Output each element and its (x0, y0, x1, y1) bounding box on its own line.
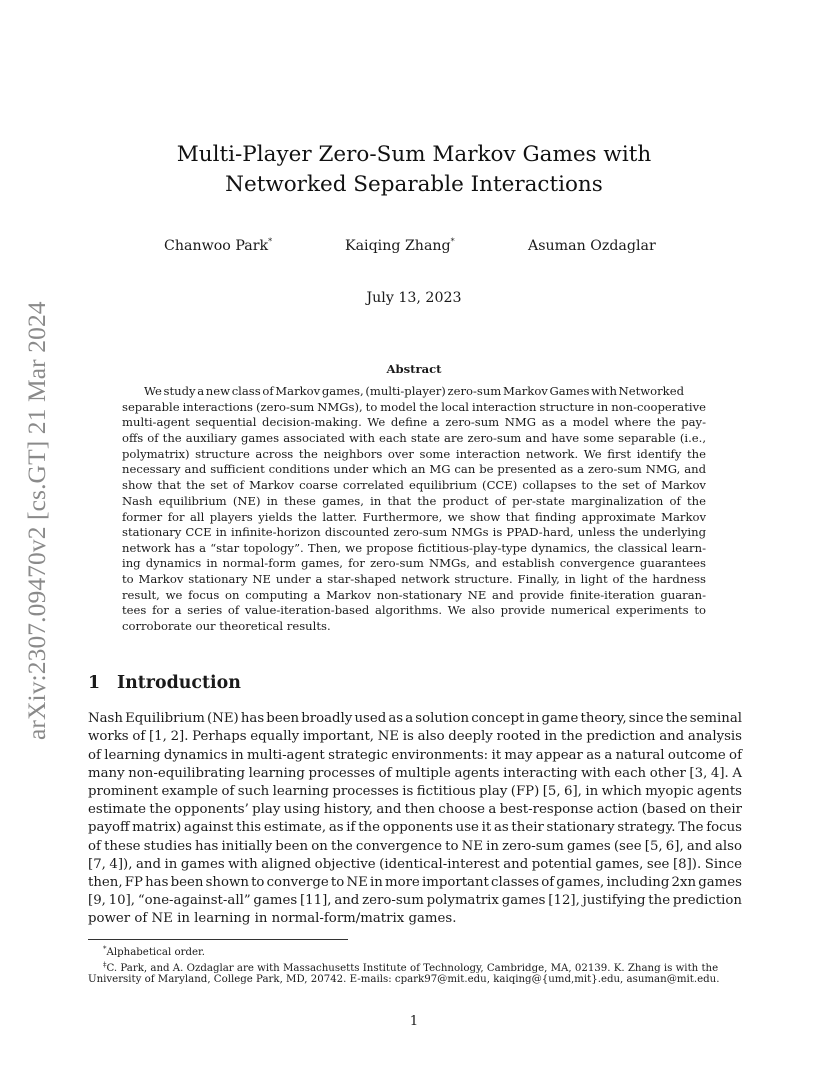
abstract-line: ing dynamics in normal-form games, for zero-sum NMGs, and establish convergence guarantees (122, 556, 706, 570)
intro-line: Nash Equilibrium (NE) has been broadly used as a solution concept in game theory, since the seminal (88, 711, 742, 726)
title-line-2: Networked Separable Interactions (225, 172, 603, 197)
abstract-line: separable interactions (zero-sum NMGs), to model the local interaction structure in non-cooperative (122, 400, 706, 414)
abstract-line: Nash equilibrium (NE) in these games, in that the product of per-state marginalization of the (122, 494, 706, 508)
footnote-2-cont: University of Maryland, College Park, MD, 20742. E-mails: cpark97@mit.edu, kaiqing@{umd,mit}.edu, asuman@mit.edu. (88, 974, 720, 985)
abstract-line: necessary and sufficient conditions under which an MG can be presented as a zero-sum NMG, and (122, 462, 706, 476)
intro-line: estimate the opponents’ play using history, and then choose a best-response action (based on their (88, 802, 742, 817)
footnote-mark: * (103, 945, 107, 953)
intro-line: payoff matrix) against this estimate, as if the opponents use it as their stationary strategy. The focus (88, 820, 742, 835)
abstract-line: polymatrix) structure across the neighbors over some interaction network. We first identify the (122, 447, 706, 461)
intro-line: [7, 4]), and in games with aligned objective (identical-interest and potential games, see [8]). Since (88, 857, 742, 872)
intro-line: of learning dynamics in multi-agent strategic environments: it may appear as a natural outcome of (88, 748, 742, 763)
footnote-text: Alphabetical order. (106, 947, 205, 958)
footnote-text: C. Park, and A. Ozdaglar are with Massachusetts Institute of Technology, Cambridge, MA, 02139. K. Zhang is with the (106, 963, 719, 974)
abstract-line: stationary CCE in infinite-horizon discounted zero-sum NMGs is PPAD-hard, unless the underlying (122, 525, 706, 539)
author-mark: * (450, 237, 455, 246)
abstract-line: We study a new class of Markov games, (multi-player) zero-sum Markov Games with Networked (144, 384, 684, 398)
paper-date: July 13, 2023 (366, 290, 462, 306)
abstract-heading: Abstract (386, 362, 442, 376)
author-mark: * (268, 237, 273, 246)
title-line-1: Multi-Player Zero-Sum Markov Games with (176, 142, 652, 167)
intro-line: prominent example of such learning processes is fictitious play (FP) [5, 6], in which myopic agents (88, 784, 742, 799)
abstract-line: to Markov stationary NE under a star-shaped network structure. Finally, in light of the hardness (122, 572, 706, 586)
intro-line: power of NE in learning in normal-form/matrix games. (88, 911, 457, 926)
abstract-line: network has a “star topology”. Then, we propose fictitious-play-type dynamics, the classical learn- (122, 541, 706, 555)
paper-title (120, 140, 708, 200)
abstract-line: multi-agent sequential decision-making. We define a zero-sum NMG as a model where the pay- (122, 415, 706, 429)
intro-line: many non-equilibrating learning processes of multiple agents interacting with each other [3, 4]. A (88, 766, 742, 781)
arxiv-stamp: arXiv:2307.09470v2 [cs.GT] 21 Mar 2024 (22, 301, 51, 741)
author-name: Asuman Ozdaglar (528, 238, 656, 254)
page-number: 1 (409, 1014, 419, 1029)
footnote-rule (88, 939, 348, 940)
section-number: 1 (88, 673, 101, 693)
author-2 (345, 237, 455, 254)
abstract-line: tees for a series of value-iteration-based algorithms. We also provide numerical experiments to (122, 603, 706, 617)
intro-line: [9, 10], “one-against-all” games [11], and zero-sum polymatrix games [12], justifying the prediction (88, 893, 742, 908)
footnote-mark: ‡ (103, 961, 107, 969)
intro-line: of these studies has initially been on the convergence to NE in zero-sum games (see [5, 6], and also (88, 839, 742, 854)
abstract-line: offs of the auxiliary games associated with each state are zero-sum and have some separable (i.e., (122, 431, 706, 445)
abstract-line: result, we focus on computing a Markov non-stationary NE and provide finite-iteration guaran- (122, 588, 706, 602)
intro-line: then, FP has been shown to converge to NE in more important classes of games, including 2xn games (88, 875, 742, 890)
author-1 (164, 237, 272, 254)
section-title: Introduction (117, 673, 241, 693)
abstract-line: former for all players yields the latter. Furthermore, we show that finding approximate Markov (122, 510, 706, 524)
abstract-line: corroborate our theoretical results. (122, 619, 331, 633)
author-name: Kaiqing Zhang (345, 238, 451, 254)
author-3 (528, 237, 656, 254)
author-name: Chanwoo Park (164, 238, 269, 254)
abstract-line: show that the set of Markov coarse correlated equilibrium (CCE) collapses to the set of Markov (122, 478, 706, 492)
intro-line: works of [1, 2]. Perhaps equally important, NE is also deeply rooted in the prediction and analysis (88, 729, 742, 744)
